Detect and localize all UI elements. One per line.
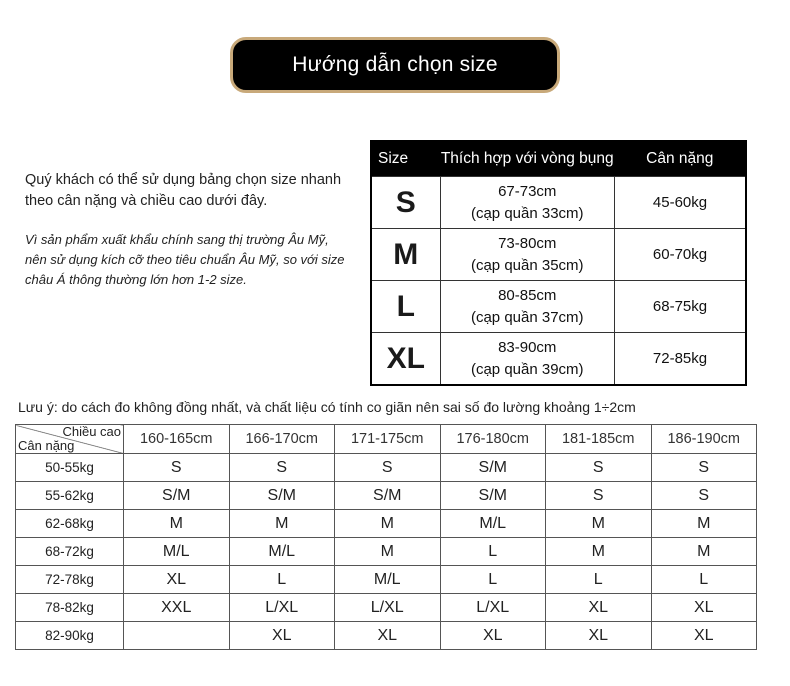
grid-row	[16, 482, 757, 510]
size-cell: XL	[546, 594, 652, 622]
size-cell: L/XL	[229, 594, 335, 622]
waist-cell	[440, 333, 615, 386]
size-cell: S/M	[440, 482, 546, 510]
corner-weight-label: Cân nặng	[18, 438, 75, 453]
corner-height-label: Chiều cao	[62, 424, 121, 439]
size-cell: XL	[335, 622, 441, 650]
grid-header-row	[16, 425, 757, 454]
waist-value: 83-90cm	[498, 338, 557, 356]
size-chart-header-row	[371, 141, 746, 177]
size-cell: S/M	[335, 482, 441, 510]
size-cell: M	[335, 510, 441, 538]
height-header: 166-170cm	[229, 425, 335, 454]
size-cell: XL	[440, 622, 546, 650]
height-weight-grid	[15, 424, 757, 650]
weight-label: 55-62kg	[16, 482, 124, 510]
size-cell: M/L	[229, 538, 335, 566]
size-row-s	[371, 177, 746, 229]
waist-value: 73-80cm	[498, 234, 557, 252]
weight-label: 68-72kg	[16, 538, 124, 566]
grid-row	[16, 566, 757, 594]
waist-cell	[440, 281, 615, 333]
size-cell: L	[440, 566, 546, 594]
size-label: XL	[371, 333, 440, 386]
weight-cell: 45-60kg	[615, 177, 747, 229]
size-cell: S	[229, 454, 335, 482]
size-cell: S	[546, 454, 652, 482]
size-cell: L	[229, 566, 335, 594]
grid-body	[16, 454, 757, 650]
weight-cell: 68-75kg	[615, 281, 747, 333]
height-header: 181-185cm	[546, 425, 652, 454]
size-label: L	[371, 281, 440, 333]
waistband-value: (cạp quần 33cm)	[470, 204, 584, 222]
size-row-l	[371, 281, 746, 333]
sizing-note: Vì sản phẩm xuất khẩu chính sang thị trường Âu Mỹ, nên sử dụng kích cỡ theo tiêu chuẩn Âu Mỹ, so với size châu Á thông thường lớn hơn 1-2 size.	[25, 232, 345, 287]
weight-cell: 72-85kg	[615, 333, 747, 386]
intro-text: Quý khách có thể sử dụng bảng chọn size nhanh theo cân nặng và chiều cao dưới đây.	[25, 172, 342, 209]
size-cell: S/M	[124, 482, 230, 510]
size-cell: S/M	[229, 482, 335, 510]
size-cell: XL	[651, 594, 757, 622]
weight-label: 50-55kg	[16, 454, 124, 482]
grid-row	[16, 622, 757, 650]
header-weight: Cân nặng	[615, 141, 747, 177]
waist-cell	[440, 177, 615, 229]
grid-row	[16, 510, 757, 538]
height-header: 186-190cm	[651, 425, 757, 454]
size-cell: XL	[546, 622, 652, 650]
size-cell: M	[651, 538, 757, 566]
waistband-value: (cạp quần 35cm)	[470, 256, 584, 274]
size-cell: M/L	[124, 538, 230, 566]
waist-value: 67-73cm	[498, 182, 557, 200]
page-title: Hướng dẫn chọn size	[230, 37, 560, 93]
grid-row	[16, 538, 757, 566]
size-cell: M	[651, 510, 757, 538]
weight-cell: 60-70kg	[615, 229, 747, 281]
size-chart-table	[370, 140, 747, 386]
weight-label: 78-82kg	[16, 594, 124, 622]
size-cell: XL	[124, 566, 230, 594]
grid-row	[16, 594, 757, 622]
size-cell: S/M	[440, 454, 546, 482]
waistband-value: (cạp quần 37cm)	[470, 308, 584, 326]
size-cell: S	[546, 482, 652, 510]
size-cell: M	[546, 510, 652, 538]
weight-label: 72-78kg	[16, 566, 124, 594]
height-header: 176-180cm	[440, 425, 546, 454]
size-cell: S	[335, 454, 441, 482]
size-cell: S	[651, 482, 757, 510]
size-cell: M	[546, 538, 652, 566]
size-cell: M/L	[440, 510, 546, 538]
weight-label: 82-90kg	[16, 622, 124, 650]
size-cell: L/XL	[335, 594, 441, 622]
height-header: 160-165cm	[124, 425, 230, 454]
size-cell: L	[440, 538, 546, 566]
size-cell: S	[651, 454, 757, 482]
header-waist: Thích hợp với vòng bụng	[440, 141, 615, 177]
waistband-value: (cạp quần 39cm)	[470, 360, 584, 378]
size-cell: L	[546, 566, 652, 594]
size-row-xl	[371, 333, 746, 386]
size-cell: S	[124, 454, 230, 482]
size-cell: XL	[229, 622, 335, 650]
size-cell: M	[124, 510, 230, 538]
size-cell: M	[229, 510, 335, 538]
size-label: M	[371, 229, 440, 281]
weight-label: 62-68kg	[16, 510, 124, 538]
size-cell: L	[651, 566, 757, 594]
size-cell: M/L	[335, 566, 441, 594]
size-cell: XL	[651, 622, 757, 650]
grid-row	[16, 454, 757, 482]
size-row-m	[371, 229, 746, 281]
grid-corner-cell	[16, 425, 124, 454]
size-label: S	[371, 177, 440, 229]
size-cell: XXL	[124, 594, 230, 622]
size-cell	[124, 622, 230, 650]
size-cell: L/XL	[440, 594, 546, 622]
size-cell: M	[335, 538, 441, 566]
height-header: 171-175cm	[335, 425, 441, 454]
waist-value: 80-85cm	[498, 286, 557, 304]
waist-cell	[440, 229, 615, 281]
header-size: Size	[371, 141, 440, 177]
measurement-caution: Lưu ý: do cách đo không đồng nhất, và chất liệu có tính co giãn nên sai số đo lường khoảng 1÷2cm	[18, 399, 636, 415]
